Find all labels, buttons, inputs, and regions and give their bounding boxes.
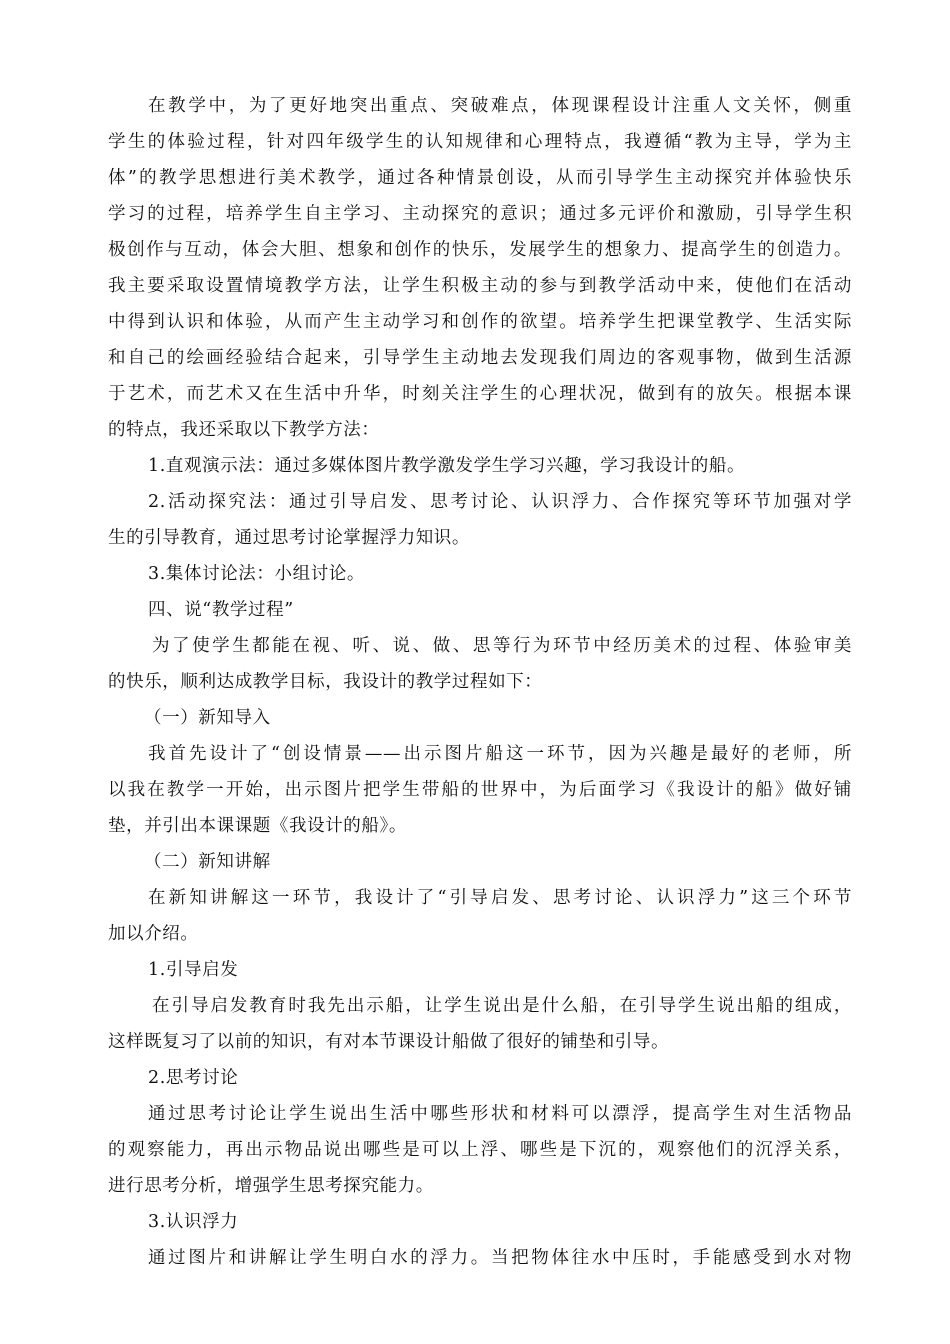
text-line: 学习的过程，培养学生自主学习、主动探究的意识；通过多元评价和激励，引导学生积: [108, 204, 852, 224]
text-line: 的快乐，顺利达成教学目标，我设计的教学过程如下：: [108, 672, 543, 692]
text-line: 在教学中，为了更好地突出重点、突破难点，体现课程设计注重人文关怀，侧重: [148, 96, 852, 116]
text-line: 在引导启发教育时我先出示船，让学生说出是什么船，在引导学生说出船的组成，: [152, 996, 852, 1016]
step-heading-3: 3.认识浮力: [148, 1212, 239, 1232]
text-line: 和自己的绘画经验结合起来，引导学生主动地去发现我们周边的客观事物，做到生活源: [108, 348, 852, 368]
text-line: 我主要采取设置情境教学方法，让学生积极主动的参与到教学活动中来，使他们在活动: [108, 276, 852, 296]
text-line: 垫，并引出本课课题《我设计的船》。: [108, 816, 407, 836]
subsection-heading-2: （二）新知讲解: [144, 852, 271, 872]
method-item-1: 1.直观演示法：通过多媒体图片教学激发学生学习兴趣，学习我设计的船。: [148, 456, 746, 476]
text-line: 在新知讲解这一环节，我设计了“引导启发、思考讨论、认识浮力”这三个环节: [148, 888, 852, 908]
text-line: 于艺术，而艺术又在生活中升华，时刻关注学生的心理状况，做到有的放矢。根据本课: [108, 384, 852, 404]
text-line: 通过思考讨论让学生说出生活中哪些形状和材料可以漂浮，提高学生对生活物品: [148, 1104, 852, 1124]
method-item-2: 2.活动探究法：通过引导启发、思考讨论、认识浮力、合作探究等环节加强对学: [148, 492, 852, 512]
step-heading-2: 2.思考讨论: [148, 1068, 239, 1088]
text-line: 的特点，我还采取以下教学方法：: [108, 420, 380, 440]
step-heading-1: 1.引导启发: [148, 960, 239, 980]
text-line: 我首先设计了“创设情景——出示图片船这一环节，因为兴趣是最好的老师，所: [148, 744, 852, 764]
subsection-heading-1: （一）新知导入: [144, 708, 271, 728]
text-line: 的观察能力，再出示物品说出哪些是可以上浮、哪些是下沉的，观察他们的沉浮关系，: [108, 1140, 852, 1160]
text-line: 为了使学生都能在视、听、说、做、思等行为环节中经历美术的过程、体验审美: [152, 636, 852, 656]
text-line: 加以介绍。: [108, 924, 199, 944]
text-line: 通过图片和讲解让学生明白水的浮力。当把物体往水中压时，手能感受到水对物: [148, 1248, 852, 1268]
text-line: 这样既复习了以前的知识，有对本节课设计船做了很好的铺垫和引导。: [108, 1032, 670, 1052]
method-item-3: 3.集体讨论法：小组讨论。: [148, 564, 365, 584]
text-line: 生的引导教育，通过思考讨论掌握浮力知识。: [108, 528, 470, 548]
text-line: 进行思考分析，增强学生思考探究能力。: [108, 1176, 434, 1196]
text-line: 以我在教学一开始，出示图片把学生带船的世界中，为后面学习《我设计的船》做好铺: [108, 780, 852, 800]
text-line: 体”的教学思想进行美术教学，通过各种情景创设，从而引导学生主动探究并体验快乐: [108, 168, 852, 188]
section-heading-4: 四、说“教学过程”: [148, 600, 294, 620]
text-line: 中得到认识和体验，从而产生主动学习和创作的欲望。培养学生把课堂教学、生活实际: [108, 312, 852, 332]
text-line: 学生的体验过程，针对四年级学生的认知规律和心理特点，我遵循“教为主导，学为主: [108, 132, 852, 152]
text-line: 极创作与互动，体会大胆、想象和创作的快乐，发展学生的想象力、提高学生的创造力。: [108, 240, 852, 260]
